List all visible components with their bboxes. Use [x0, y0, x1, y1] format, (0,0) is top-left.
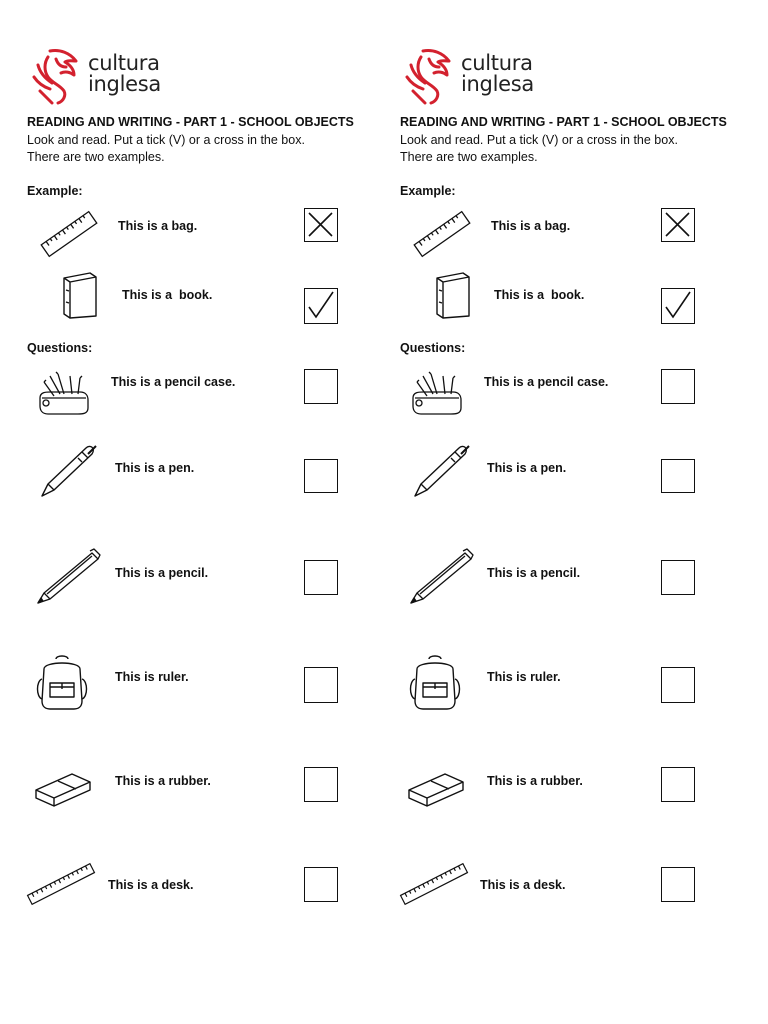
lion-emblem-icon [403, 47, 459, 105]
worksheet-right [373, 0, 757, 1024]
question-3-answer-box[interactable] [304, 560, 338, 595]
instruction-line-2: There are two examples. [27, 150, 165, 164]
question-4-label: This is ruler. [487, 670, 561, 684]
ruler-icon [411, 206, 473, 262]
example-2-answer-box[interactable] [304, 288, 338, 324]
instructions [27, 132, 305, 166]
question-1-answer-box[interactable] [661, 369, 695, 404]
question-3-label: This is a pencil. [115, 566, 209, 580]
cross-mark-icon [662, 209, 693, 240]
example-1-answer-box[interactable] [661, 208, 695, 242]
question-6-label: This is a desk. [480, 878, 566, 892]
example-heading: Example: [27, 184, 83, 198]
question-2-label: This is a pen. [115, 461, 195, 475]
question-6-label: This is a desk. [108, 878, 194, 892]
brand-line2: inglesa [88, 72, 161, 96]
ruler-icon [38, 206, 100, 262]
example-1-label: This is a bag. [118, 219, 198, 233]
example-1-answer-box[interactable] [304, 208, 338, 242]
pencil-icon [407, 547, 477, 607]
brand-line1: cultura [88, 51, 160, 75]
question-3-answer-box[interactable] [661, 560, 695, 595]
question-1-answer-box[interactable] [304, 369, 338, 404]
questions-heading: Questions: [27, 341, 93, 355]
question-3-label: This is a pencil. [487, 566, 581, 580]
pencil-case-icon [409, 368, 465, 418]
question-4-answer-box[interactable] [661, 667, 695, 703]
eraser-icon [32, 768, 96, 808]
cultura-inglesa-logo [30, 47, 170, 105]
question-6-answer-box[interactable] [661, 867, 695, 902]
instruction-line-1: Look and read. Put a tick (V) or a cross in the box. [400, 133, 678, 147]
worksheet-title: READING AND WRITING - PART 1 - SCHOOL OBJECTS [400, 115, 727, 129]
worksheet-title: READING AND WRITING - PART 1 - SCHOOL OBJECTS [27, 115, 354, 129]
instruction-line-1: Look and read. Put a tick (V) or a cross in the box. [27, 133, 305, 147]
question-2-answer-box[interactable] [304, 459, 338, 493]
pen-icon [38, 442, 100, 500]
lion-emblem-icon [30, 47, 86, 105]
cultura-inglesa-logo [403, 47, 543, 105]
brand-line2: inglesa [461, 72, 534, 96]
example-1-label: This is a bag. [491, 219, 571, 233]
ruler-icon [397, 856, 471, 912]
question-2-answer-box[interactable] [661, 459, 695, 493]
example-2-answer-box[interactable] [661, 288, 695, 324]
question-6-answer-box[interactable] [304, 867, 338, 902]
question-5-label: This is a rubber. [487, 774, 583, 788]
question-5-label: This is a rubber. [115, 774, 211, 788]
question-4-label: This is ruler. [115, 670, 189, 684]
question-1-label: This is a pencil case. [484, 375, 609, 389]
brand-line1: cultura [461, 51, 533, 75]
questions-heading: Questions: [400, 341, 466, 355]
tick-mark-icon [305, 289, 336, 322]
instruction-line-2: There are two examples. [400, 150, 538, 164]
backpack-icon [34, 653, 90, 711]
book-icon [433, 270, 473, 320]
eraser-icon [405, 768, 469, 808]
pen-icon [411, 442, 473, 500]
example-2-label: This is a book. [494, 288, 585, 302]
question-5-answer-box[interactable] [661, 767, 695, 802]
instructions [400, 132, 678, 166]
book-icon [60, 270, 100, 320]
pencil-case-icon [36, 368, 92, 418]
question-1-label: This is a pencil case. [111, 375, 236, 389]
backpack-icon [407, 653, 463, 711]
question-2-label: This is a pen. [487, 461, 567, 475]
example-heading: Example: [400, 184, 456, 198]
ruler-icon [24, 856, 98, 912]
question-5-answer-box[interactable] [304, 767, 338, 802]
tick-mark-icon [662, 289, 693, 322]
pencil-icon [34, 547, 104, 607]
example-2-label: This is a book. [122, 288, 213, 302]
cross-mark-icon [305, 209, 336, 240]
question-4-answer-box[interactable] [304, 667, 338, 703]
